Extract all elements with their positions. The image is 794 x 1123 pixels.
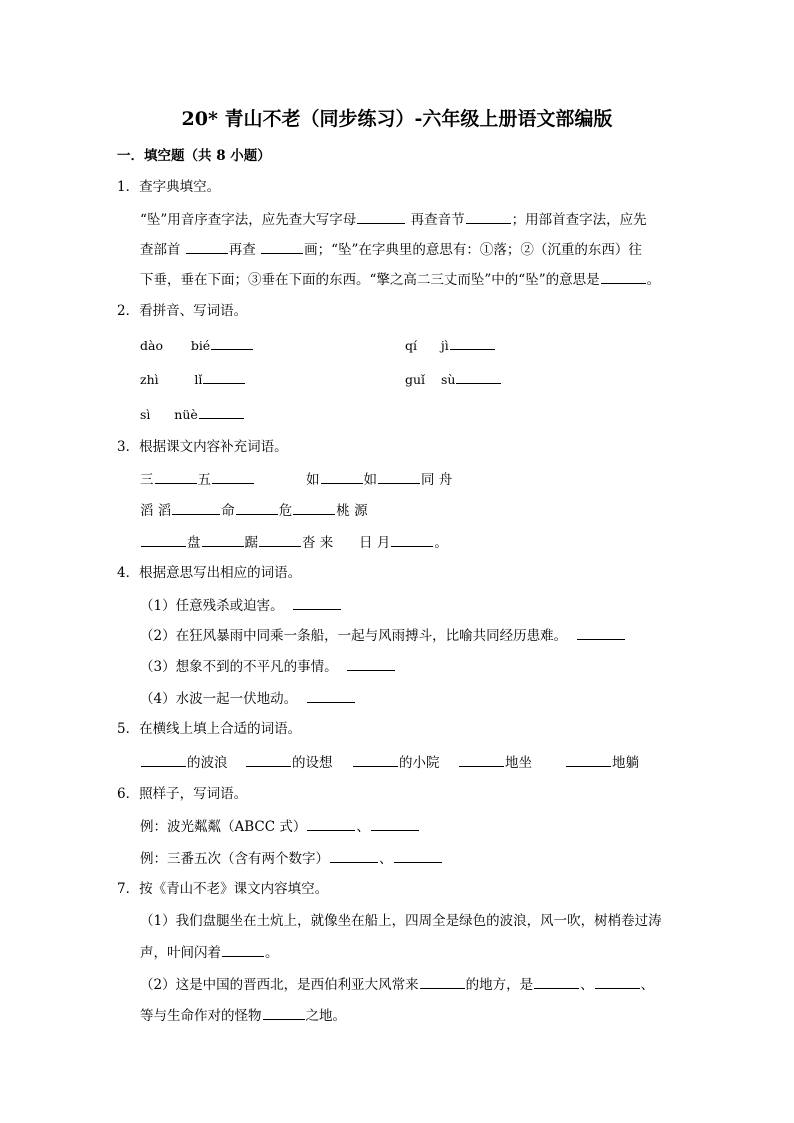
- blank[interactable]: [246, 752, 291, 767]
- section-heading: 一．填空题（共 8 小题）: [117, 148, 271, 164]
- blank[interactable]: [293, 595, 341, 610]
- blank[interactable]: [261, 239, 303, 254]
- blank[interactable]: [420, 974, 465, 989]
- blank[interactable]: [353, 752, 398, 767]
- q3-row-2: 滔 滔 命 危 桃 源: [140, 500, 368, 521]
- q4-item: （1）任意残杀或迫害。: [140, 595, 342, 616]
- blank[interactable]: [357, 209, 405, 224]
- q7-sentence-1b: 声，叶间闪着 。: [140, 942, 279, 963]
- q5-item: 地躺: [565, 752, 639, 773]
- blank[interactable]: [259, 532, 301, 547]
- q7-sentence-2a: （2）这是中国的晋西北，是西伯利亚大风常来 的地方，是 、 、: [140, 974, 654, 995]
- blank[interactable]: [577, 625, 625, 640]
- q6-stem: 6．照样子，写词语。: [117, 786, 248, 802]
- q1-line-2: 查部首 再查 画；“坠”在字典里的意思有：①落；②（沉重的东西）往: [140, 239, 642, 260]
- blank[interactable]: [202, 532, 244, 547]
- blank[interactable]: [307, 816, 355, 831]
- q4-item: （4）水波一起一伏地动。: [140, 688, 356, 709]
- pinyin-item: sì nüè: [140, 404, 245, 425]
- blank[interactable]: [293, 500, 335, 515]
- blank[interactable]: [378, 469, 420, 484]
- blank[interactable]: [450, 335, 495, 350]
- q7-stem: 7．按《青山不老》课文内容填空。: [117, 881, 329, 897]
- blank[interactable]: [534, 974, 579, 989]
- blank[interactable]: [456, 369, 501, 384]
- blank[interactable]: [141, 752, 186, 767]
- pinyin-item: dào bié: [140, 335, 254, 356]
- q5-item: 地坐: [458, 752, 532, 773]
- blank[interactable]: [199, 404, 244, 419]
- q7-sentence-1a: （1）我们盘腿坐在土炕上，就像坐在船上，四周全是绿色的波浪，风一吹，树梢卷过涛: [140, 913, 662, 929]
- blank[interactable]: [330, 848, 378, 863]
- blank[interactable]: [394, 848, 442, 863]
- blank[interactable]: [307, 688, 355, 703]
- blank[interactable]: [601, 269, 646, 284]
- blank[interactable]: [466, 209, 511, 224]
- worksheet-title: 20* 青山不老（同步练习）-六年级上册语文部编版: [181, 108, 613, 130]
- q4-item: （2）在狂风暴雨中同乘一条船，一起与风雨搏斗，比喻共同经历患难。: [140, 625, 626, 646]
- blank[interactable]: [155, 469, 197, 484]
- q3-row-1: 三 五: [140, 469, 255, 490]
- blank[interactable]: [595, 974, 640, 989]
- blank[interactable]: [186, 239, 228, 254]
- blank[interactable]: [211, 335, 253, 350]
- q6-example-2: 例：三番五次（含有两个数字） 、: [140, 848, 443, 869]
- blank[interactable]: [566, 752, 611, 767]
- q1-line-3: 下垂，垂在下面；③垂在下面的东西。“擎之高二三丈而坠”中的“坠”的意思是 。: [140, 269, 660, 290]
- blank[interactable]: [222, 942, 264, 957]
- q5-stem: 5．在横线上填上合适的词语。: [117, 721, 302, 737]
- blank[interactable]: [212, 469, 254, 484]
- q1-stem: 1．查字典填空。: [117, 179, 221, 195]
- pinyin-item: zhì lǐ: [140, 369, 246, 390]
- blank[interactable]: [391, 532, 433, 547]
- q2-stem: 2．看拼音、写词语。: [117, 303, 248, 319]
- blank[interactable]: [371, 816, 419, 831]
- blank[interactable]: [172, 500, 220, 515]
- blank[interactable]: [263, 1005, 305, 1020]
- q7-sentence-2b: 等与生命作对的怪物 之地。: [140, 1005, 346, 1026]
- q5-item: 的设想: [245, 752, 333, 773]
- blank[interactable]: [141, 532, 186, 547]
- q3-row-3: 盘 踞 沓 来 日 月 。: [140, 532, 448, 553]
- q1-line-1: “坠”用音序查字法，应先查大写字母 再查音节 ；用部首查字法，应先: [140, 209, 647, 230]
- pinyin-item: guǐ sù: [405, 369, 502, 390]
- q3-stem: 3．根据课文内容补充词语。: [117, 439, 288, 455]
- blank[interactable]: [347, 656, 395, 671]
- pinyin-item: qí jì: [405, 335, 496, 356]
- q5-item: 的小院: [352, 752, 440, 773]
- q4-item: （3）想象不到的不平凡的事情。: [140, 656, 396, 677]
- q5-item: 的波浪: [140, 752, 228, 773]
- q6-example-1: 例：波光粼粼（ABCC 式） 、: [140, 816, 420, 837]
- blank[interactable]: [459, 752, 504, 767]
- blank[interactable]: [236, 500, 278, 515]
- blank[interactable]: [203, 369, 245, 384]
- blank[interactable]: [321, 469, 363, 484]
- q3-row-1b: 如 如 同 舟: [306, 469, 452, 490]
- q4-stem: 4．根据意思写出相应的词语。: [117, 565, 302, 581]
